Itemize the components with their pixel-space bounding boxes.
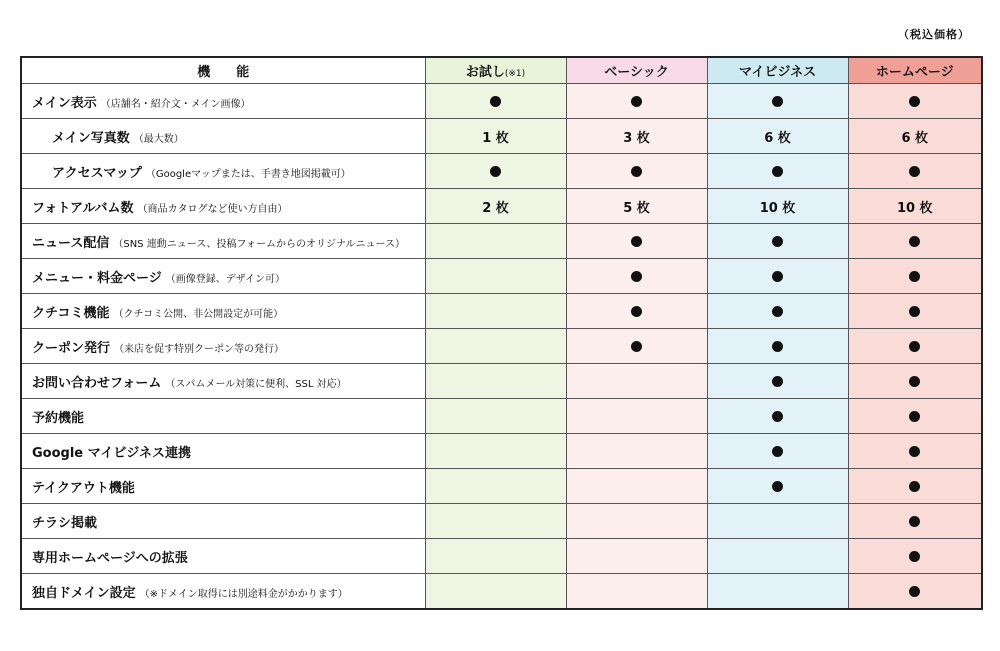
feature-name: メイン写真数 [52,130,130,146]
feature-name: アクセスマップ [52,165,142,181]
included-dot-icon [909,341,920,352]
included-dot-icon [490,96,501,107]
plan-cell [566,224,707,259]
plan-cell [707,224,848,259]
plan-cell [566,154,707,189]
plan-cell [707,119,848,154]
feature-name: メイン表示 [32,95,97,111]
table-row [21,294,982,329]
plan-header-homepage [848,57,982,84]
plan-value: 6 枚 [901,130,929,146]
table-row [21,154,982,189]
included-dot-icon [772,306,783,317]
feature-comparison-table [20,56,983,610]
plan-cell [566,364,707,399]
plan-cell [707,469,848,504]
feature-name-cell [21,119,425,154]
included-dot-icon [772,341,783,352]
included-dot-icon [772,236,783,247]
included-dot-icon [772,271,783,282]
plan-value: 6 枚 [764,130,791,146]
feature-name: テイクアウト機能 [32,480,135,496]
feature-name: クチコミ機能 [32,305,110,321]
included-dot-icon [490,166,501,177]
plan-value: 5 枚 [623,200,650,216]
plan-cell [566,504,707,539]
feature-name-cell [21,364,425,399]
plan-cell [707,189,848,224]
table-row [21,574,982,610]
table-row [21,434,982,469]
plan-cell [707,574,848,610]
included-dot-icon [631,306,642,317]
plan-value: 1 枚 [482,130,509,146]
feature-name-cell [21,434,425,469]
plan-name: ホームページ [875,65,954,80]
table-row [21,469,982,504]
plan-cell [425,399,566,434]
plan-cell [566,399,707,434]
feature-name-cell [21,259,425,294]
plan-header-trial [425,57,566,84]
plan-cell [848,119,982,154]
plan-cell [707,364,848,399]
included-dot-icon [631,341,642,352]
plan-cell [848,399,982,434]
plan-cell [425,469,566,504]
feature-column-header: 機 能 [21,57,425,84]
feature-description: （商品カタログなど使い方自由） [137,203,288,215]
feature-name-cell [21,469,425,504]
table-row [21,84,982,119]
feature-description: （SNS 連動ニュース、投稿フォームからのオリジナルニュース） [113,238,406,250]
plan-cell [848,504,982,539]
plan-cell [425,539,566,574]
tax-note: （税込価格） [898,28,970,41]
plan-cell [566,189,707,224]
plan-value: 3 枚 [623,130,650,146]
plan-cell [707,329,848,364]
feature-description: （クチコミ公開、非公開設定が可能） [113,308,284,320]
included-dot-icon [909,271,920,282]
included-dot-icon [909,481,920,492]
included-dot-icon [909,236,920,247]
plan-cell [566,539,707,574]
table-row [21,259,982,294]
plan-name: お試し [465,65,505,80]
plan-cell [707,539,848,574]
plan-cell [848,469,982,504]
header-row [21,57,982,84]
feature-description: （画像登録、デザイン可） [165,273,286,285]
plan-cell [425,329,566,364]
plan-name: マイビジネス [738,65,817,80]
feature-name: チラシ掲載 [32,515,98,531]
feature-description: （スパムメール対策に便利、SSL 対応） [165,378,347,390]
included-dot-icon [772,481,783,492]
feature-name-cell [21,84,425,119]
table-row [21,399,982,434]
feature-name-cell [21,154,425,189]
feature-name: 独自ドメイン設定 [32,585,136,601]
plan-cell [848,539,982,574]
plan-cell [566,469,707,504]
included-dot-icon [909,376,920,387]
included-dot-icon [631,271,642,282]
feature-name: Google マイビジネス連携 [32,445,191,461]
feature-name: お問い合わせフォーム [32,375,162,391]
included-dot-icon [909,446,920,457]
table-row [21,119,982,154]
feature-description: （Googleマップまたは、手書き地図掲載可） [145,168,351,180]
table-row [21,504,982,539]
feature-name: 専用ホームページへの拡張 [32,550,188,566]
table-row [21,189,982,224]
feature-name-cell [21,539,425,574]
feature-description: （店舗名・紹介文・メイン画像） [100,98,251,110]
feature-name-cell [21,329,425,364]
plan-cell [566,84,707,119]
plan-cell [425,154,566,189]
included-dot-icon [909,551,920,562]
plan-cell [425,224,566,259]
plan-cell [425,189,566,224]
included-dot-icon [772,376,783,387]
included-dot-icon [631,166,642,177]
plan-name: ベーシック [604,65,669,80]
plan-cell [425,259,566,294]
feature-name-cell [21,189,425,224]
plan-cell [707,434,848,469]
plan-value: 10 枚 [759,200,796,216]
plan-cell [848,259,982,294]
plan-cell [848,364,982,399]
table-row [21,364,982,399]
plan-cell [707,84,848,119]
plan-cell [707,259,848,294]
included-dot-icon [909,516,920,527]
plan-cell [425,434,566,469]
table-row [21,224,982,259]
plan-value: 10 枚 [896,200,933,216]
included-dot-icon [772,446,783,457]
feature-name-cell [21,504,425,539]
plan-header-basic [566,57,707,84]
feature-name: ニュース配信 [32,235,110,251]
included-dot-icon [909,166,920,177]
plan-cell [425,294,566,329]
plan-cell [707,294,848,329]
plan-cell [566,574,707,610]
feature-name: 予約機能 [32,410,85,426]
feature-name-cell [21,399,425,434]
table-row [21,329,982,364]
included-dot-icon [909,586,920,597]
plan-cell [566,294,707,329]
included-dot-icon [772,96,783,107]
plan-cell [425,364,566,399]
included-dot-icon [772,411,783,422]
feature-name: フォトアルバム数 [32,200,134,216]
plan-cell [425,574,566,610]
feature-description: （来店を促す特別クーポン等の発行） [114,343,285,355]
table-row [21,539,982,574]
feature-description: （※ドメイン取得には別途料金がかかります） [139,588,348,600]
plan-cell [848,189,982,224]
plan-cell [848,84,982,119]
plan-cell [566,434,707,469]
feature-name-cell [21,224,425,259]
plan-cell [707,504,848,539]
feature-name-cell [21,574,425,610]
plan-cell [848,294,982,329]
feature-name-cell [21,294,425,329]
included-dot-icon [909,411,920,422]
plan-cell [425,119,566,154]
plan-cell [707,154,848,189]
plan-cell [425,84,566,119]
feature-name: クーポン発行 [32,340,111,356]
plan-cell [848,434,982,469]
plan-cell [425,504,566,539]
plan-cell [707,399,848,434]
feature-name: メニュー・料金ページ [32,270,162,286]
feature-description: （最大数） [133,133,184,145]
plan-note: (※1) [504,69,526,79]
plan-header-mybusiness [707,57,848,84]
plan-cell [848,329,982,364]
plan-cell [848,574,982,610]
plan-value: 2 枚 [482,200,509,216]
plan-cell [566,329,707,364]
included-dot-icon [631,236,642,247]
included-dot-icon [909,96,920,107]
plan-cell [566,119,707,154]
included-dot-icon [909,306,920,317]
plan-cell [566,259,707,294]
plan-cell [848,154,982,189]
plan-cell [848,224,982,259]
included-dot-icon [631,96,642,107]
included-dot-icon [772,166,783,177]
